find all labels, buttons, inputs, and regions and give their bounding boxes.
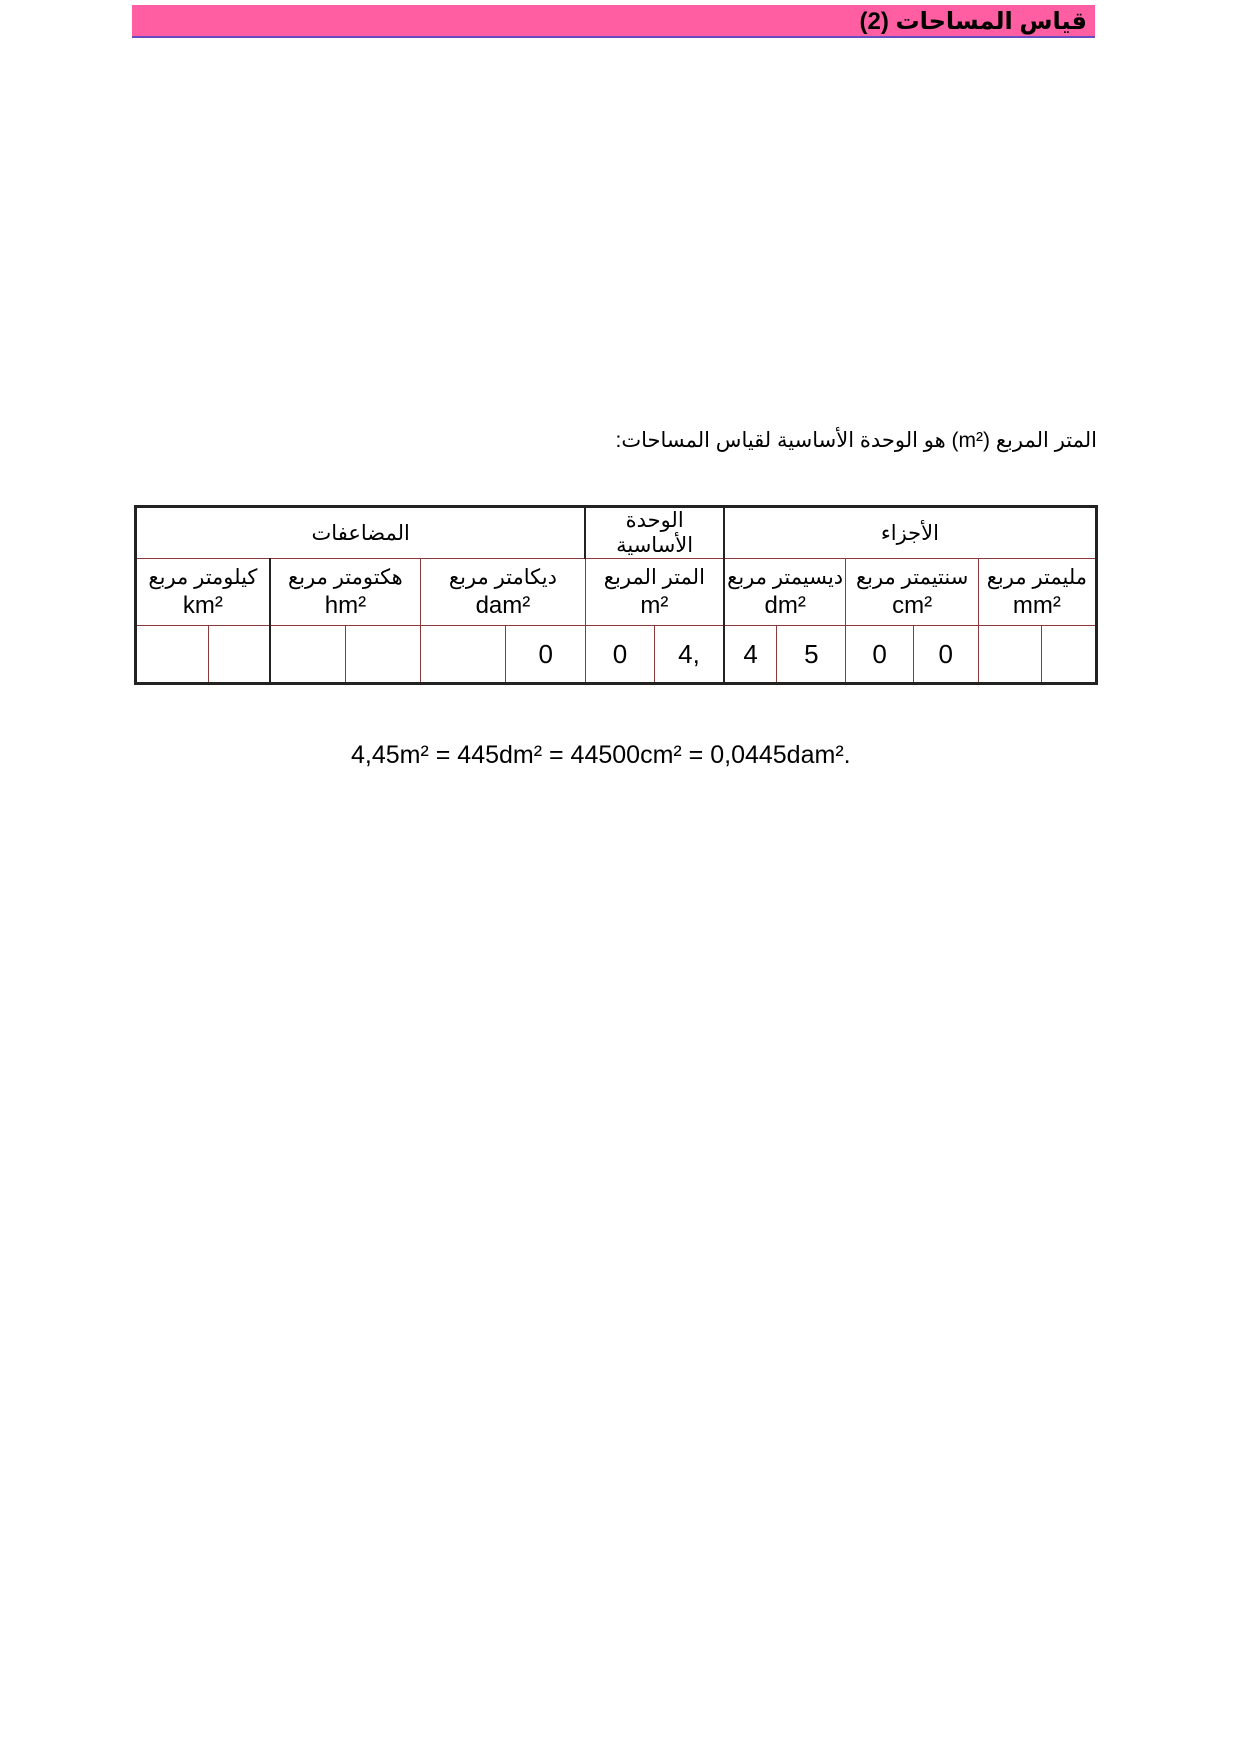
digit-cell — [978, 626, 1041, 684]
digit-cell — [420, 626, 506, 684]
conversion-equation: 4,45m² = 445dm² = 44500cm² = 0,0445dam². — [351, 741, 851, 769]
unit-symbol: dam² — [475, 592, 531, 619]
group-parts: الأجزاء — [724, 507, 1097, 559]
unit-name: كيلومتر مربع — [148, 566, 258, 589]
unit-symbol: dm² — [764, 592, 806, 619]
unit-symbol: cm² — [892, 592, 933, 619]
group-base-unit: الوحدة الأساسية — [585, 507, 723, 559]
title-bar — [132, 5, 1095, 38]
intro-text-start: المتر المربع ( — [983, 429, 1097, 452]
digit-cell — [1041, 626, 1096, 684]
digit-cell — [345, 626, 420, 684]
intro-sentence — [615, 428, 1097, 453]
unit-name: ديكامتر مربع — [448, 566, 557, 589]
unit-cell-cm2 — [846, 559, 978, 626]
unit-cell-m2 — [585, 559, 723, 626]
unit-symbol: m² — [640, 592, 669, 619]
area-units-table — [134, 505, 1098, 685]
unit-name: هكتومتر مربع — [288, 566, 403, 589]
digit-cell: 4 — [724, 626, 777, 684]
unit-symbol: hm² — [324, 592, 367, 619]
digit-row — [136, 626, 1097, 684]
unit-name: سنتيمتر مربع — [855, 566, 969, 589]
group-multiples: المضاعفات — [136, 507, 586, 559]
unit-name: ديسيمتر مربع — [727, 566, 844, 589]
intro-text-end: ) هو الوحدة الأساسية لقياس المساحات: — [615, 429, 959, 452]
unit-cell-dam2 — [420, 559, 585, 626]
unit-name: مليمتر مربع — [986, 566, 1088, 589]
digit-cell: 0 — [846, 626, 913, 684]
digit-cell — [209, 626, 270, 684]
digit-cell: 4, — [655, 626, 724, 684]
digit-cell: 5 — [777, 626, 846, 684]
digit-cell: 0 — [506, 626, 585, 684]
digit-cell: 0 — [585, 626, 654, 684]
unit-cell-dm2 — [724, 559, 846, 626]
group-header-row — [136, 507, 1097, 559]
intro-unit: m² — [958, 429, 984, 452]
unit-symbol: mm² — [1012, 592, 1061, 619]
unit-cell-mm2 — [978, 559, 1096, 626]
digit-cell: 0 — [913, 626, 978, 684]
page-title: قياس المساحات (2) — [859, 8, 1087, 35]
unit-header-row — [136, 559, 1097, 626]
digit-cell — [136, 626, 209, 684]
unit-symbol: km² — [182, 592, 223, 619]
unit-cell-hm2 — [270, 559, 421, 626]
digit-cell — [270, 626, 345, 684]
unit-cell-km2 — [136, 559, 270, 626]
unit-name: المتر المربع — [603, 566, 705, 589]
